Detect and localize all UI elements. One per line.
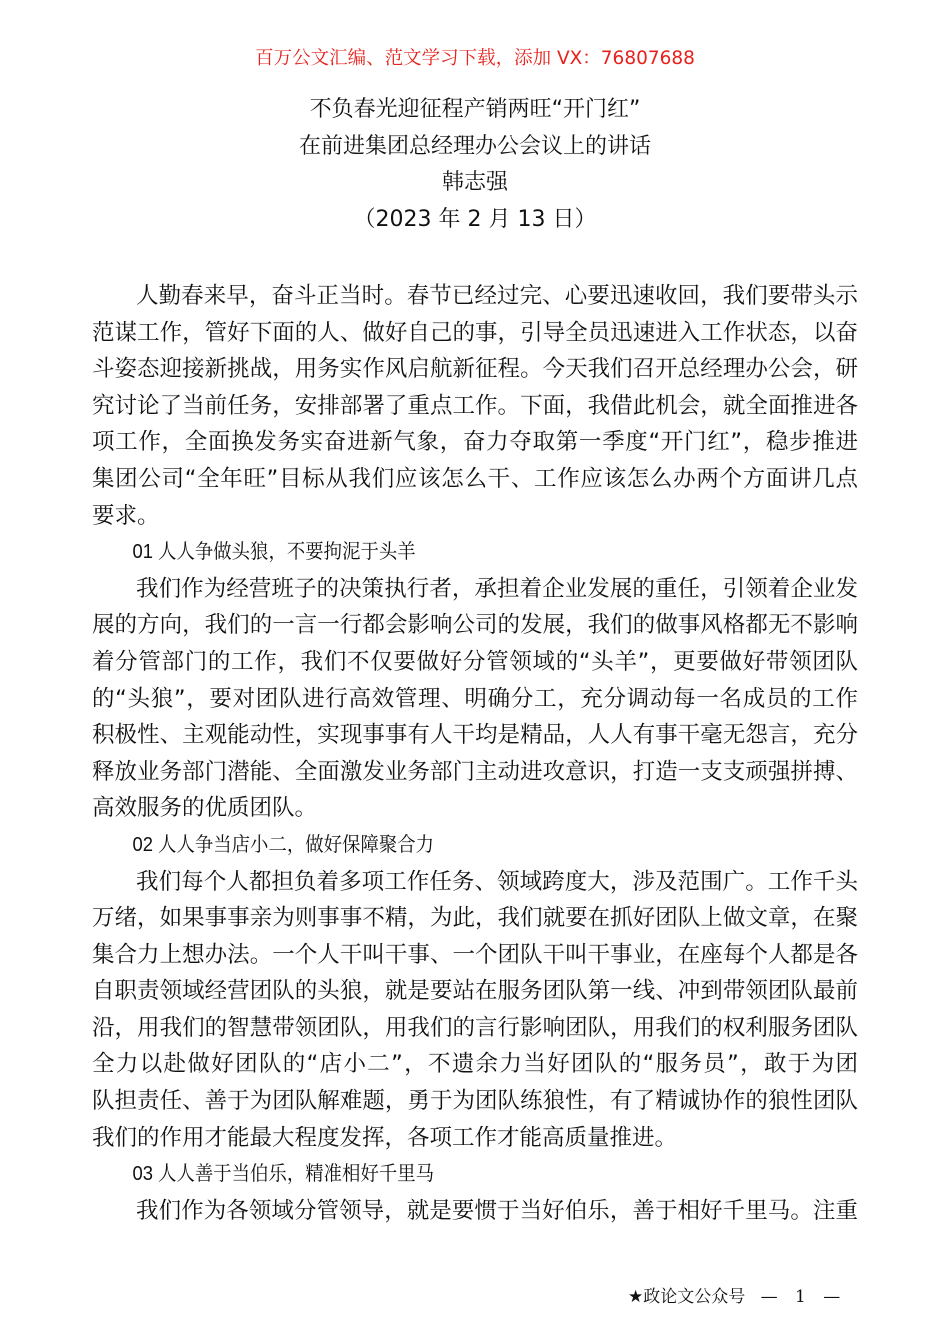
section-02-paragraph [92,864,858,1157]
paragraph-line: 全力以赴做好团队的“店小二”，不遗余力当好团队的“服务员”，敢于为团 [92,1051,858,1078]
paragraph-line: 沿，用我们的智慧带领团队，用我们的言行影响团队，用我们的权利服务团队 [92,1014,858,1041]
paragraph-line: 万绪，如果事事亲为则事事不精，为此，我们就要在抓好团队上做文章，在聚 [92,905,858,932]
document-header [0,92,950,238]
paragraph-line: 释放业务部门潜能、全面激发业务部门主动进攻意识，打造一支支顽强拼搏、 [92,758,858,785]
paragraph-line: 项工作，全面换发务实奋进新气象，奋力夺取第一季度“开门红”，稳步推进 [92,429,858,456]
source-label: ★政论文公众号 [628,1287,746,1307]
paragraph-line: 积极性、主观能动性，实现事事有人干均是精品，人人有事干毫无怨言，充分 [92,722,858,749]
paragraph-line: 要求。 [92,502,160,529]
paragraph-line: 集团公司“全年旺”目标从我们应该怎么干、工作应该怎么办两个方面讲几点 [92,465,858,492]
paragraph-line: 范谋工作，管好下面的人、做好自己的事，引导全员迅速进入工作状态，以奋 [92,319,858,346]
speech-date: （2023 年 2 月 13 日） [353,206,597,232]
document-subtitle: 在前进集团总经理办公会议上的讲话 [298,133,651,159]
document-body [92,278,858,1229]
download-banner: 百万公文汇编、范文学习下载，添加 VX：76807688 [255,48,695,69]
section-heading-02: 02 人人争当店小二，做好保障聚合力 [132,833,435,856]
page-number: — 1 — [760,1287,847,1307]
paragraph-line: 我们的作用才能最大程度发挥，各项工作才能高质量推进。 [92,1124,678,1151]
paragraph-line: 自职责领域经营团队的头狼，就是要站在服务团队第一线、冲到带领团队最前 [92,978,858,1005]
paragraph-line: 队担责任、善于为团队解难题，勇于为团队练狼性，有了精诚协作的狼性团队 [92,1088,858,1115]
section-03-paragraph [92,1193,858,1230]
paragraph-line: 我们作为各领域分管领导，就是要惯于当好伯乐，善于相好千里马。注重 [136,1197,858,1224]
paragraph-line: 展的方向，我们的一言一行都会影响公司的发展，我们的做事风格都无不影响 [92,612,858,639]
paragraph-line: 我们每个人都担负着多项工作任务、领域跨度大，涉及范围广。工作千头 [136,868,858,895]
paragraph-line: 着分管部门的工作，我们不仅要做好分管领域的“头羊”，更要做好带领团队 [92,648,858,675]
section-heading-03: 03 人人善于当伯乐，精准相好千里马 [132,1163,435,1186]
paragraph-line: 究讨论了当前任务，安排部署了重点工作。下面，我借此机会，就全面推进各 [92,392,858,419]
document-title: 不负春光迎征程产销两旺“开门红” [309,97,641,122]
section-01-paragraph [92,571,858,827]
author: 韩志强 [441,170,508,195]
paragraph-line: 的“头狼”，要对团队进行高效管理、明确分工，充分调动每一名成员的工作 [92,685,858,712]
section-heading-01: 01 人人争做头狼，不要拘泥于头羊 [132,541,416,564]
page-footer [628,1282,846,1312]
intro-paragraph [92,278,858,534]
paragraph-line: 高效服务的优质团队。 [92,795,318,822]
paragraph-line: 斗姿态迎接新挑战，用务实作风启航新征程。今天我们召开总经理办公会，研 [92,356,858,383]
paragraph-line: 我们作为经营班子的决策执行者，承担着企业发展的重任，引领着企业发 [136,575,858,602]
paragraph-line: 人勤春来早，奋斗正当时。春节已经过完、心要迅速收回，我们要带头示 [136,283,858,309]
paragraph-line: 集合力上想办法。一个人干叫干事、一个团队干叫干事业，在座每个人都是各 [92,941,858,968]
